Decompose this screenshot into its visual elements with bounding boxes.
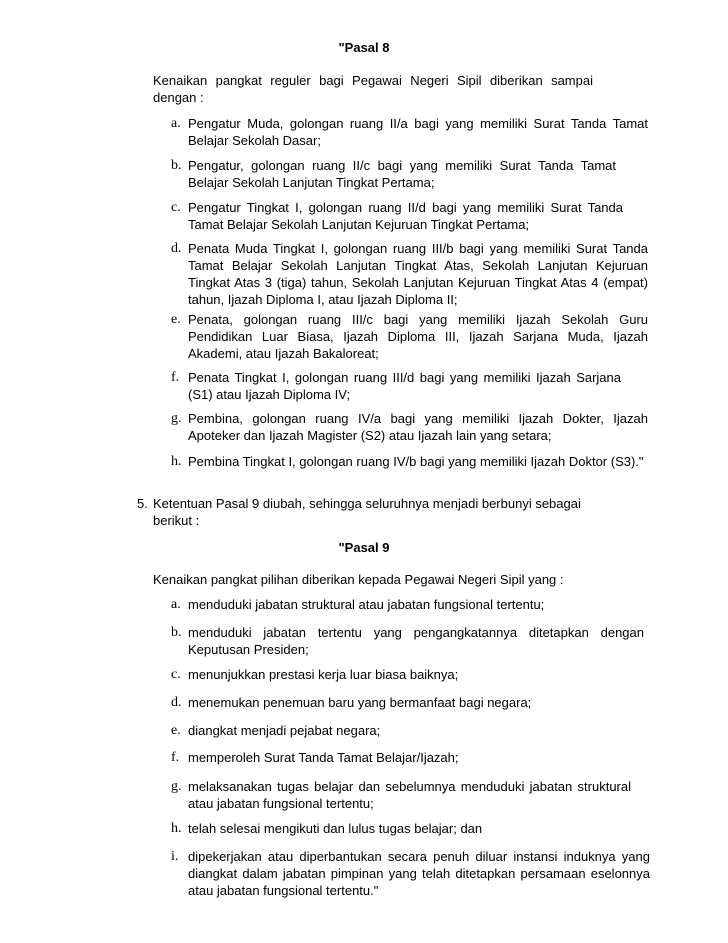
item-text: Penata Muda Tingkat I, golongan ruang III/b bagi yang memiliki Surat Tanda Tamat Belajar Sekolah Lanjutan Tingkat Atas, Sekolah Lanjutan Kejuruan Tingkat Atas 3 (tiga) tahun, Sekolah Lanjutan Kejuruan Tingkat Atas 4 (empat) tahun, Ijazah Diploma I, atau Ijazah Diploma II;: [188, 241, 648, 307]
pasal-8-heading: "Pasal 8: [338, 40, 390, 55]
pasal-9-item-c: [171, 666, 641, 683]
item-text: menemukan penemuan baru yang bermanfaat bagi negara;: [188, 695, 532, 710]
item-letter: d.: [171, 695, 182, 710]
pasal-8-item-g: [171, 410, 648, 444]
item-letter: g.: [171, 779, 182, 794]
item-letter: g.: [171, 411, 182, 426]
item-text: menunjukkan prestasi kerja luar biasa baiknya;: [188, 667, 459, 682]
pasal-8-item-a: [171, 115, 648, 149]
item-text: telah selesai mengikuti dan lulus tugas belajar; dan: [188, 821, 483, 836]
pasal-9-item-d: [171, 694, 641, 711]
pasal-8-item-c: [171, 199, 623, 233]
item-letter: f.: [171, 750, 180, 765]
item-letter: f.: [171, 370, 180, 385]
item-text: diangkat menjadi pejabat negara;: [188, 723, 381, 738]
pasal-9-item-i: [171, 848, 650, 899]
item-letter: a.: [171, 597, 181, 612]
item-text: melaksanakan tugas belajar dan sebelumnya menduduki jabatan struktural atau jabatan fungsional tertentu;: [188, 779, 631, 811]
item-letter: e.: [171, 723, 181, 738]
pasal-9-item-a: [171, 596, 641, 613]
pasal-9-item-f: [171, 749, 641, 766]
pasal-9-item-h: [171, 820, 641, 837]
item-text: Pembina Tingkat I, golongan ruang IV/b bagi yang memiliki Ijazah Doktor (S3).": [188, 454, 644, 469]
item-letter: h.: [171, 454, 182, 469]
item-text: memperoleh Surat Tanda Tamat Belajar/Ijazah;: [188, 750, 459, 765]
item-text: Pengatur Muda, golongan ruang II/a bagi yang memiliki Surat Tanda Tamat Belajar Sekolah Dasar;: [188, 116, 648, 148]
item-letter: b.: [171, 625, 182, 640]
item-text: Penata Tingkat I, golongan ruang III/d bagi yang memiliki Ijazah Sarjana (S1) atau Ijazah Diploma IV;: [188, 370, 621, 402]
item-letter: c.: [171, 200, 181, 215]
item-letter: i.: [171, 849, 179, 864]
item-letter: e.: [171, 312, 181, 327]
point-number: 5.: [137, 496, 148, 511]
pasal-9-item-e: [171, 722, 641, 739]
item-letter: d.: [171, 241, 182, 256]
item-letter: a.: [171, 116, 181, 131]
item-text: menduduki jabatan struktural atau jabatan fungsional tertentu;: [188, 597, 545, 612]
item-letter: b.: [171, 158, 182, 173]
item-text: dipekerjakan atau diperbantukan secara penuh diluar instansi induknya yang diangkat dalam jabatan pimpinan yang telah ditetapkan persamaan eselonnya atau jabatan fungsional tertentu.": [188, 849, 650, 898]
pasal-8-intro: Kenaikan pangkat reguler bagi Pegawai Negeri Sipil diberikan sampai dengan :: [153, 73, 593, 105]
pasal-9-intro: Kenaikan pangkat pilihan diberikan kepada Pegawai Negeri Sipil yang :: [153, 572, 564, 587]
pasal-8-item-h: [171, 453, 646, 470]
item-text: Penata, golongan ruang III/c bagi yang memiliki Ijazah Sekolah Guru Pendidikan Luar Biasa, Ijazah Diploma III, Ijazah Sarjana Muda, Ijazah Akademi, atau Ijazah Bakaloreat;: [188, 312, 648, 361]
pasal-8-item-b: [171, 157, 616, 191]
pasal-9-item-g: [171, 778, 631, 812]
item-text: Pengatur, golongan ruang II/c bagi yang memiliki Surat Tanda Tamat Belajar Sekolah Lanjutan Tingkat Pertama;: [188, 158, 616, 190]
item-text: Pembina, golongan ruang IV/a bagi yang memiliki Ijazah Dokter, Ijazah Apoteker dan Ijazah Magister (S2) atau Ijazah lain yang setara;: [188, 411, 648, 443]
pasal-8-item-f: [171, 369, 621, 403]
point-5: [137, 495, 619, 529]
item-text: menduduki jabatan tertentu yang pengangkatannya ditetapkan dengan Keputusan Presiden;: [188, 625, 644, 657]
item-letter: c.: [171, 667, 181, 682]
item-text: Pengatur Tingkat I, golongan ruang II/d bagi yang memiliki Surat Tanda Tamat Belajar Sekolah Lanjutan Kejuruan Tingkat Pertama;: [188, 200, 623, 232]
pasal-9-heading: "Pasal 9: [338, 540, 390, 555]
item-letter: h.: [171, 821, 182, 836]
point-text: Ketentuan Pasal 9 diubah, sehingga seluruhnya menjadi berbunyi sebagai berikut :: [153, 496, 581, 528]
pasal-8-item-d: [171, 240, 648, 308]
pasal-8-item-e: [171, 311, 648, 362]
pasal-9-item-b: [171, 624, 644, 658]
